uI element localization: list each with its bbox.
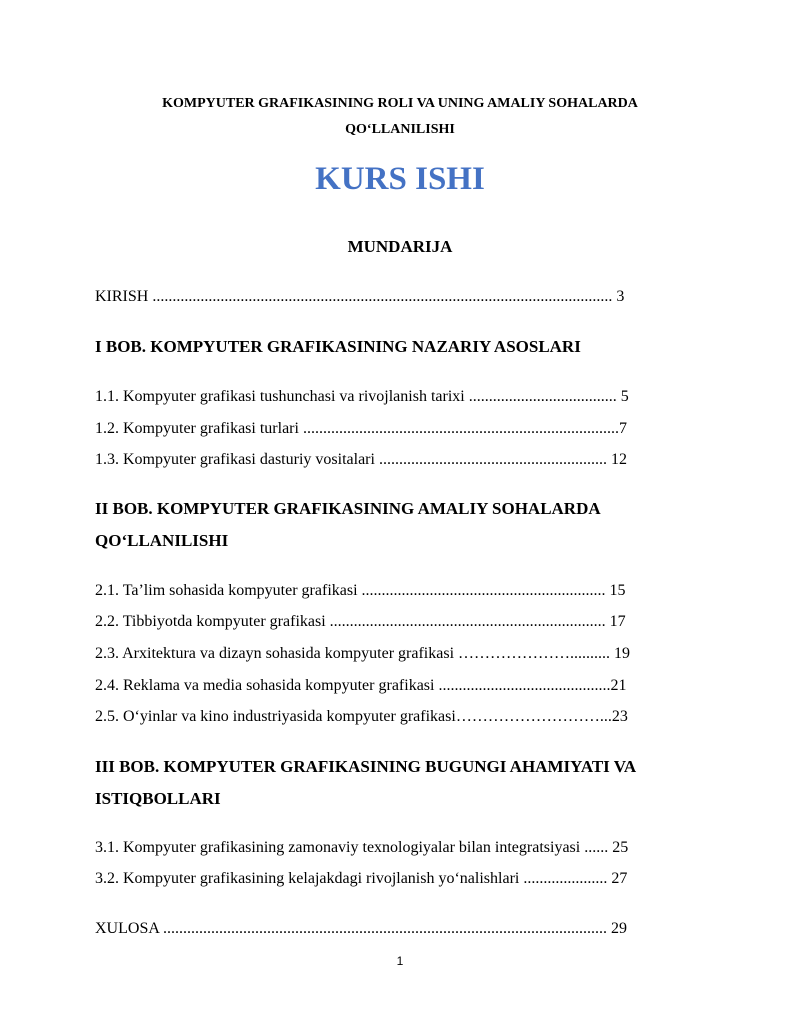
toc-entry-2-5: 2.5. O‘yinlar va kino industriyasida kompyuter grafikasi………………………...23 bbox=[95, 708, 628, 725]
toc-chapter-1: I BOB. KOMPYUTER GRAFIKASINING NAZARIY ASOSLARI bbox=[95, 337, 581, 356]
toc-chapter-3-line-2: ISTIQBOLLARI bbox=[95, 789, 221, 808]
toc-entry-2-1: 2.1. Ta’lim sohasida kompyuter grafikasi ............................................................. 15 bbox=[95, 582, 626, 599]
toc-entry-1-3: 1.3. Kompyuter grafikasi dasturiy vositalari ......................................................... 12 bbox=[95, 451, 627, 468]
toc-chapter-2-line-2: QO‘LLANILISHI bbox=[95, 531, 229, 550]
toc-chapter-3-line-1: III BOB. KOMPYUTER GRAFIKASINING BUGUNGI AHAMIYATI VA bbox=[95, 757, 637, 776]
page-number: 1 bbox=[396, 954, 404, 968]
toc-entry-2-2: 2.2. Tibbiyotda kompyuter grafikasi ..................................................................... 17 bbox=[95, 613, 626, 630]
toc-entry-2-4: 2.4. Reklama va media sohasida kompyuter grafikasi ...........................................21 bbox=[95, 677, 627, 694]
table-of-contents-heading: MUNDARIJA bbox=[347, 237, 453, 256]
toc-entry-introduction: KIRISH ................................................................................................................... 3 bbox=[95, 288, 625, 305]
toc-entry-1-1: 1.1. Kompyuter grafikasi tushunchasi va rivojlanish tarixi ..................................... 5 bbox=[95, 388, 629, 405]
document-type-heading: KURS ISHI bbox=[315, 161, 485, 197]
toc-entry-3-1: 3.1. Kompyuter grafikasining zamonaviy texnologiyalar bilan integratsiyasi ...... 25 bbox=[95, 839, 629, 856]
toc-entry-3-2: 3.2. Kompyuter grafikasining kelajakdagi rivojlanish yo‘nalishlari ..................... 27 bbox=[95, 870, 628, 887]
topic-title-line-1: KOMPYUTER GRAFIKASINING ROLI VA UNING AMALIY SOHALARDA bbox=[162, 96, 638, 111]
toc-entry-conclusion: XULOSA ............................................................................................................... 29 bbox=[95, 920, 628, 937]
toc-entry-1-2: 1.2. Kompyuter grafikasi turlari ...............................................................................7 bbox=[95, 420, 627, 437]
toc-chapter-2-line-1: II BOB. KOMPYUTER GRAFIKASINING AMALIY SOHALARDA bbox=[95, 499, 601, 518]
toc-entry-2-3: 2.3. Arxitektura va dizayn sohasida kompyuter grafikasi ………………….......... 19 bbox=[95, 645, 631, 662]
topic-title-line-2: QO‘LLANILISHI bbox=[345, 122, 455, 137]
